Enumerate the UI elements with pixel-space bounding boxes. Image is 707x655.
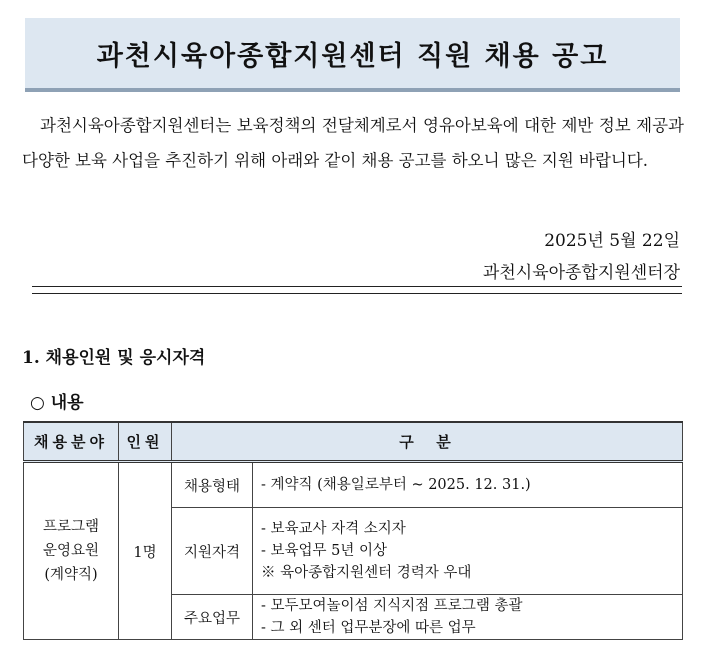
field-line: 프로그램: [42, 519, 100, 535]
header-category: 구 분: [172, 422, 683, 462]
row-content: [253, 462, 683, 508]
content-line: - 보육업무 5년 이상: [261, 543, 388, 559]
sub-heading: ○ 내용: [30, 393, 84, 413]
signer: 과천시육아종합지원센터장: [482, 263, 680, 283]
content-line: - 모두모여놀이섬 지식지점 프로그램 총괄: [261, 598, 523, 614]
content-line: - 보육교사 자격 소지자: [261, 521, 406, 537]
field-line: 운영요원: [42, 543, 100, 559]
table-row: [24, 462, 683, 508]
count-cell: 1명: [119, 462, 172, 640]
row-content: [253, 595, 683, 640]
content-line: ※ 육아종합지원센터 경력자 우대: [261, 565, 472, 581]
recruitment-table: [23, 421, 683, 640]
content-line: - 계약직 (채용일로부터 ~ 2025. 12. 31.): [261, 477, 531, 493]
row-content: [253, 508, 683, 595]
row-label: 주요업무: [172, 595, 253, 640]
row-label: 채용형태: [172, 462, 253, 508]
header-field: 채용분야: [24, 422, 119, 462]
section-heading: 1. 채용인원 및 응시자격: [22, 348, 206, 368]
header-count: 인원: [119, 422, 172, 462]
content-line: - 그 외 센터 업무분장에 따른 업무: [261, 620, 476, 636]
table-header-row: [24, 422, 683, 462]
intro-paragraph: 과천시육아종합지원센터는 보육정책의 전달체계로서 영유아보육에 대한 제반 정보 제공과 다양한 보육 사업을 추진하기 위해 아래와 같이 채용 공고를 하오니 많은 지원 바랍니다.: [22, 116, 684, 170]
page-title: 과천시육아종합지원센터 직원 채용 공고: [96, 40, 609, 72]
field-cell: [24, 462, 119, 640]
title-banner: [25, 18, 680, 92]
double-divider: [32, 286, 682, 294]
row-label: 지원자격: [172, 508, 253, 595]
field-line: (계약직): [44, 567, 98, 583]
announcement-date: 2025년 5월 22일: [544, 231, 680, 251]
